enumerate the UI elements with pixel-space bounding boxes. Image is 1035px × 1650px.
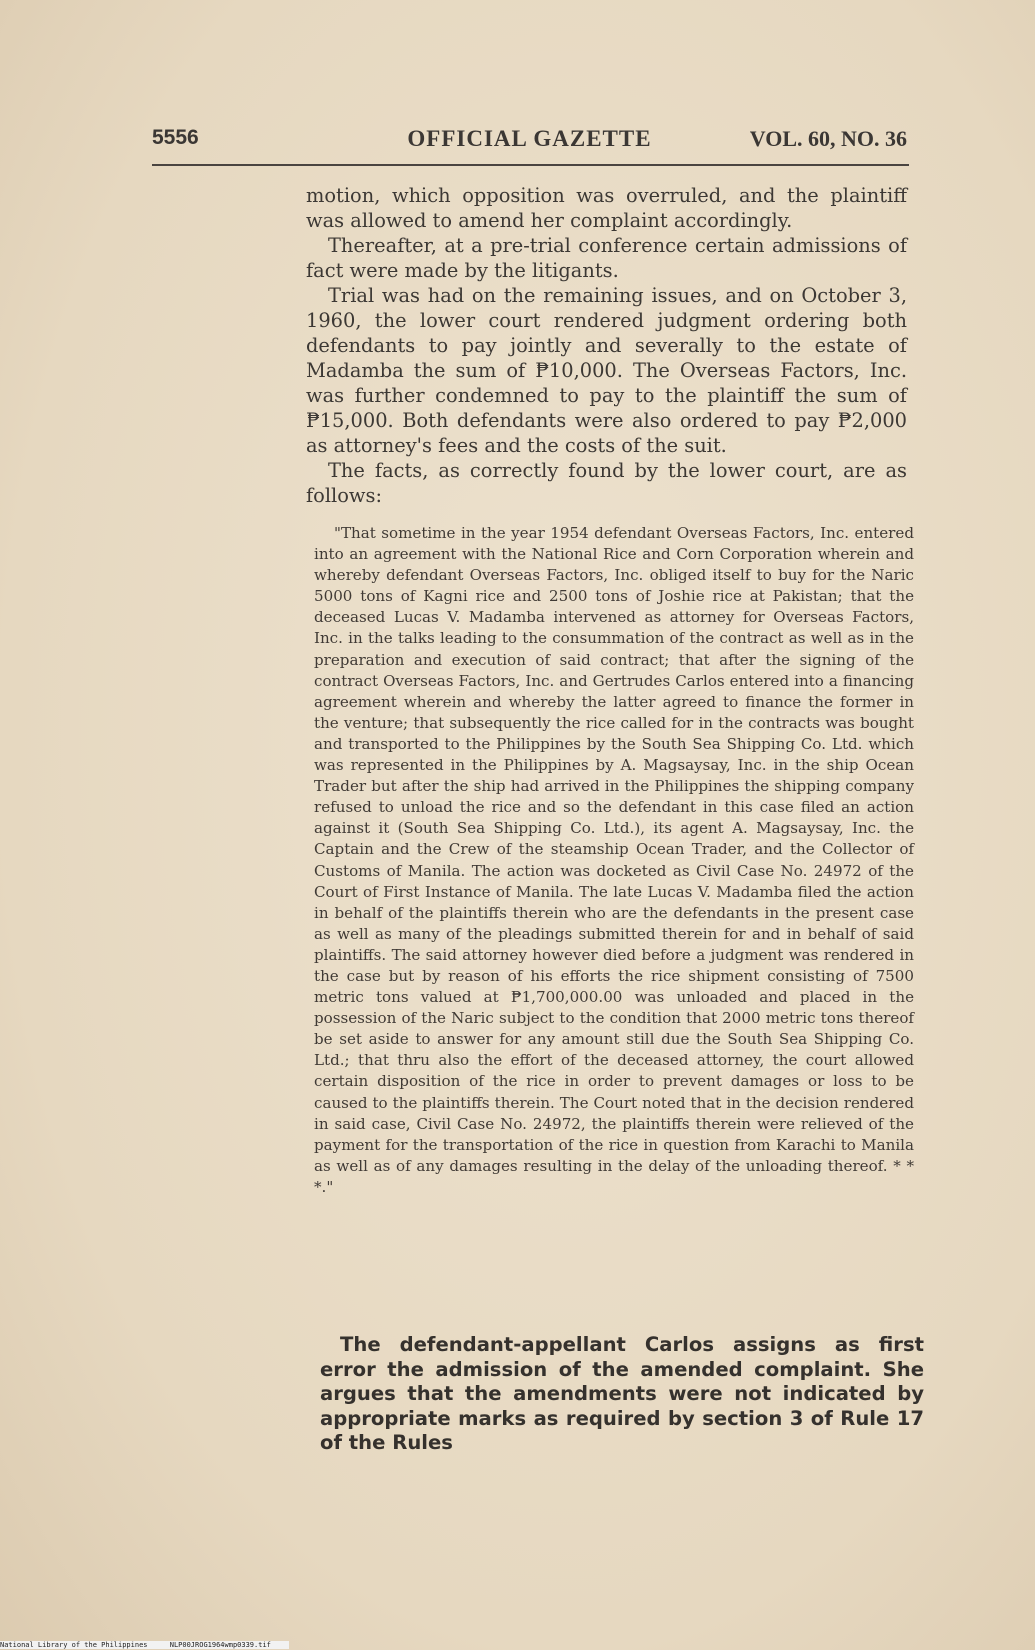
paragraph-pretrial: Thereafter, at a pre-trial conference certain admissions of fact were made by the litigants. <box>306 234 907 282</box>
page-header <box>152 126 907 158</box>
volume-number: VOL. 60, NO. 36 <box>749 126 907 151</box>
paragraph-judgment: Trial was had on the remaining issues, and on October 3, 1960, the lower court rendered judgment ordering both defendants to pay jointly and severally to the estate of Madamba the sum of ₱10,000. The Overseas Factors, Inc. was further condemned to pay to the plaintiff the sum of ₱15,000. Both defendants were also ordered to pay ₱2,000 as attorney's fees and the costs of the suit. <box>306 284 907 457</box>
body-text <box>306 183 907 508</box>
footer-filename: NLP00JROG1964wmp0339.tif <box>169 1641 271 1649</box>
footer-library: National Library of the Philippines <box>0 1641 148 1649</box>
scan-footer <box>0 1641 289 1649</box>
paragraph-first-error: The defendant-appellant Carlos assigns as first error the admission of the amended complaint. She argues that the amendments were not indicated by appropriate marks as required by section 3 of Rule 17 of the Rules <box>320 1333 924 1455</box>
quoted-findings: "That sometime in the year 1954 defendant Overseas Factors, Inc. entered into an agreement with the National Rice and Corn Corporation wherein and whereby defendant Overseas Factors, Inc. obliged itself to buy for the Naric 5000 tons of Kagni rice and 2500 tons of Joshie rice at Pakistan; that the deceased Lucas V. Madamba intervened as attorney for Overseas Factors, Inc. in the talks leading to the consummation of the contract as well as in the preparation and execution of said contract; that after the signing of the contract Overseas Factors, Inc. and Gertrudes Carlos entered into a financing agreement wherein and whereby the latter agreed to finance the former in the venture; that subsequently the rice called for in the contracts was bought and transported to the Philippines by the South Sea Shipping Co. Ltd. which was represented in the Philippines by A. Magsaysay, Inc. in the ship Ocean Trader but after the ship had arrived in the Philippines the shipping company refused to unload the rice and so the defendant in this case filed an action against it (South Sea Shipping Co. Ltd.), its agent A. Magsaysay, Inc. the Captain and the Crew of the steamship Ocean Trader, and the Collector of Customs of Manila. The action was docketed as Civil Case No. 24972 of the Court of First Instance of Manila. The late Lucas V. Madamba filed the action in behalf of the plaintiffs therein who are the defendants in the present case as well as many of the pleadings submitted therein for and in behalf of said plaintiffs. The said attorney however died before a judgment was rendered in the case but by reason of his efforts the rice shipment consisting of 7500 metric tons valued at ₱1,700,000.00 was unloaded and placed in the possession of the Naric subject to the condition that 2000 metric tons thereof be set aside to answer for any amount still due the South Sea Shipping Co. Ltd.; that thru also the effort of the deceased attorney, the court allowed certain disposition of the rice in order to prevent damages or loss to be caused to the plaintiffs therein. The Court noted that in the decision rendered in said case, Civil Case No. 24972, the plaintiffs therein were relieved of the payment for the transportation of the rice in question from Karachi to Manila as well as of any damages resulting in the delay of the unloading thereof. * * *." <box>314 524 914 1196</box>
page-number: 5556 <box>152 126 199 149</box>
publication-title: OFFICIAL GAZETTE <box>407 126 652 151</box>
paragraph-facts-intro: The facts, as correctly found by the lower court, are as follows: <box>306 459 907 507</box>
paragraph-continuation: motion, which opposition was overruled, and the plaintiff was allowed to amend her complaint accordingly. <box>306 184 907 232</box>
header-rule <box>152 164 909 166</box>
